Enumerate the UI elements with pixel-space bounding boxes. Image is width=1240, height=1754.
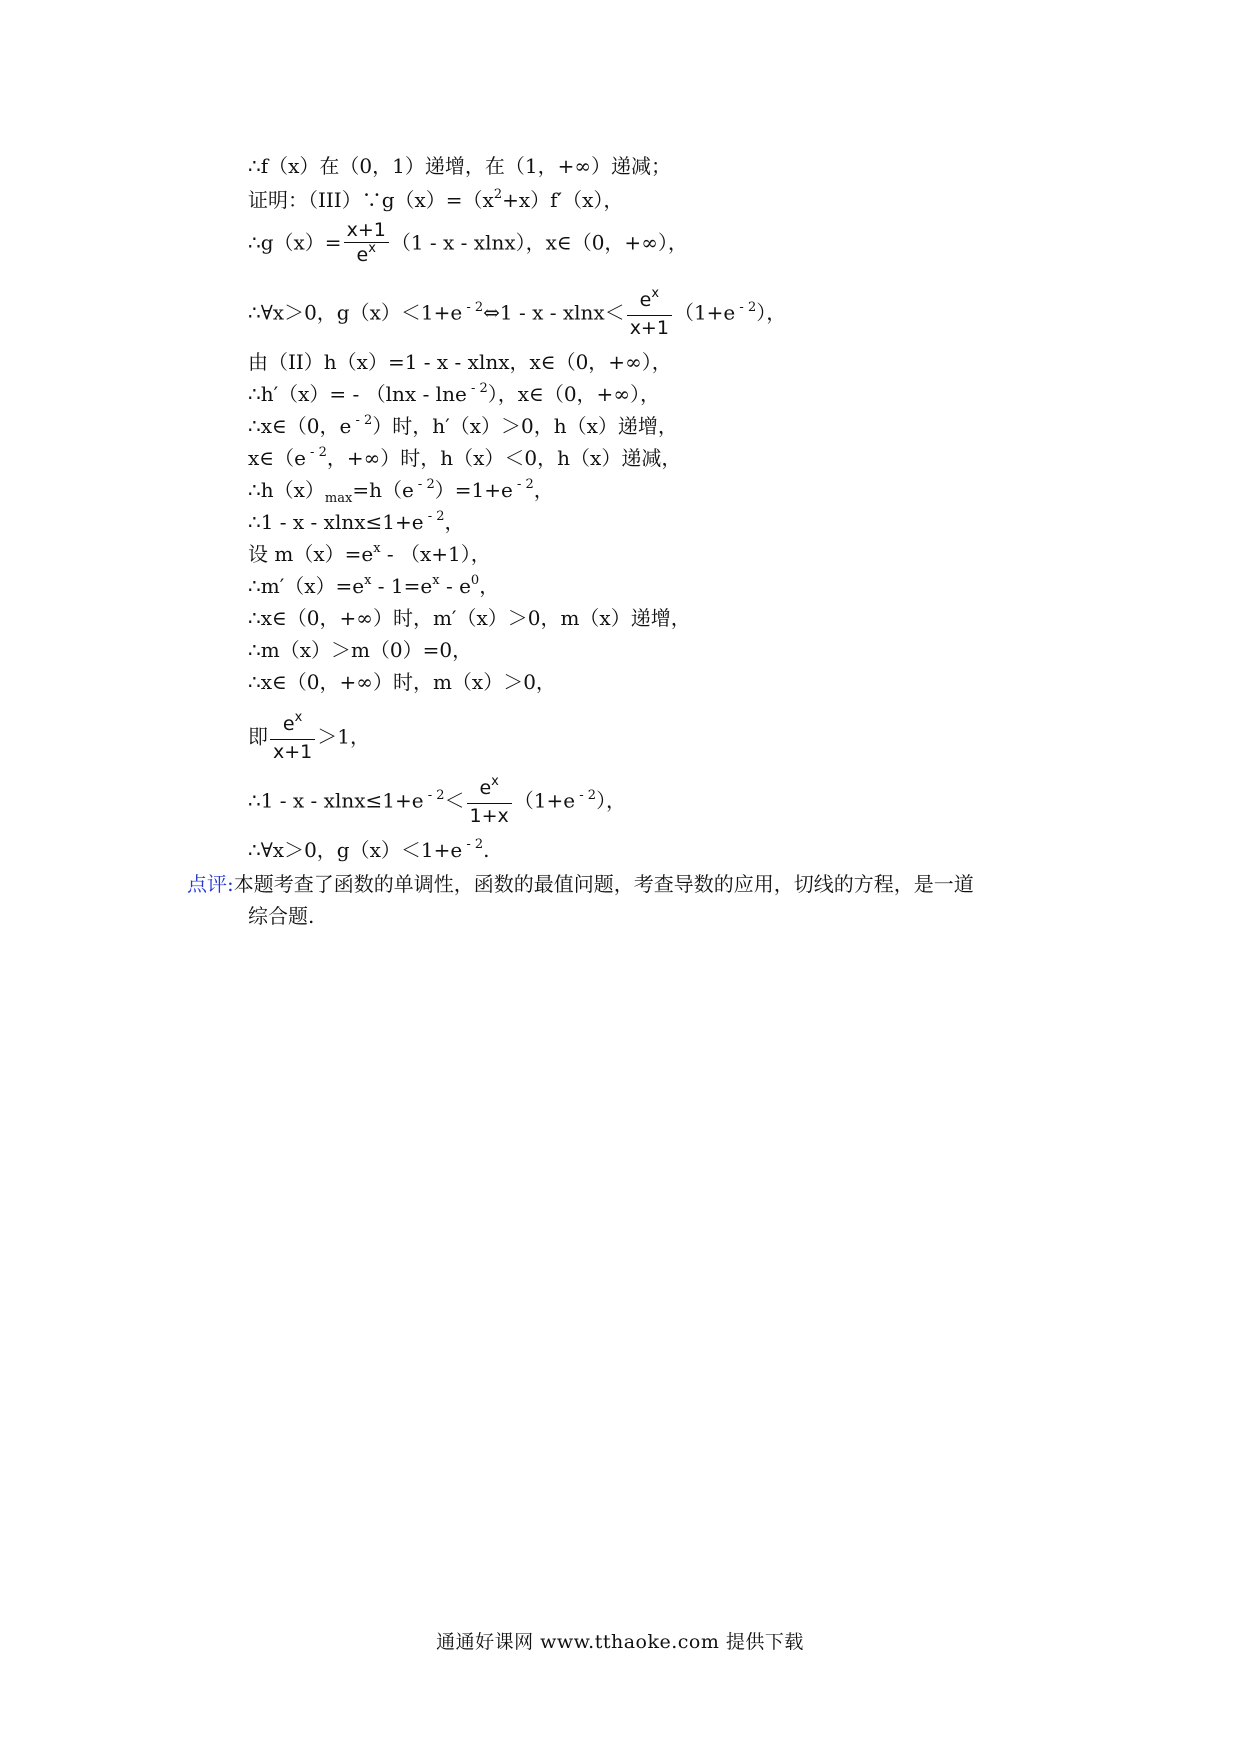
comment-block [187,868,1087,932]
solution-line-8: x∈（e $^{- 2}$，+∞）时，h（x）＜0，h（x）递减， [248,445,682,470]
solution-line-13: ∴x∈（0，+∞）时，m′（x）＞0，m（x）递增， [248,606,691,630]
solution-line-15: ∴x∈（0，+∞）时，m（x）＞0， [248,670,556,694]
fraction: $\frac{e^x}{x+1}$ [270,712,315,764]
solution-line-18: ∴∀x＞0，g（x）＜1+e $^{- 2}$. [248,837,490,862]
solution-line-11: 设 $m(x)=e^x - (x+1)$， [248,541,491,566]
solution-line-14: ∴m（x）＞m（0）=0， [248,638,473,662]
solution-line-10: ∴1 - x - xlnx≤1+e $^{- 2}$， [248,509,465,534]
fraction: $\frac{e^x}{1+x}$ [467,776,512,828]
solution-line-1: ∴f（x）在（0，1）递增，在（1，+∞）递减； [248,154,671,178]
solution-line-3: ∴g（x）= $\frac{x+1}{e^x}$ （1 - x - xlnx），x∈（0，+∞）， [248,218,688,270]
solution-line-5: 由（II）h（x）=1 - x - xlnx，x∈（0，+∞）， [248,350,672,374]
comment-text: 本题考查了函数的单调性，函数的最值问题，考查导数的应用，切线的方程，是一道 [233,872,974,896]
fraction: $\frac{e^x}{x+1}$ [627,288,672,340]
comment-text-continued: 综合题. [248,904,315,928]
solution-line-2: 证明：$(III)\because g(x)=(x^2+x)f'(x)$， [248,187,624,212]
solution-line-4: ∴∀x＞0，g（x）＜1+e $^{- 2}$⇔1 - x - xlnx＜ $\frac{e^x}{x+1}$ （1+e $^{- 2}$）， [248,286,787,339]
solution-line-16: 即 $\frac{e^x}{x+1}$ ＞1， [248,710,370,763]
solution-line-17: ∴1 - x - xlnx≤1+e $^{- 2}$＜ $\frac{e^x}{1+x}$ （1+e $^{- 2}$）， [248,774,627,827]
page-footer: 通通好课网 www.tthaoke.com 提供下载 [436,1631,804,1653]
comment-tag: 点评: [187,872,234,896]
solution-line-12: $\therefore m'(x)=e^x - 1=e^x - e^0$， [248,573,500,598]
fraction: $\frac{x+1}{e^x}$ [344,218,389,270]
solution-line-9: $\therefore h(x)_{max}=h(e$ $^{- 2}$）=1+e $^{- 2}$， [248,477,554,506]
solution-line-7: ∴x∈（0，e $^{- 2}$）时，h′（x）＞0，h（x）递增， [248,413,678,438]
solution-line-6: ∴h′（x）= - （lnx - lne $^{- 2}$），x∈（0，+∞）， [248,381,660,406]
